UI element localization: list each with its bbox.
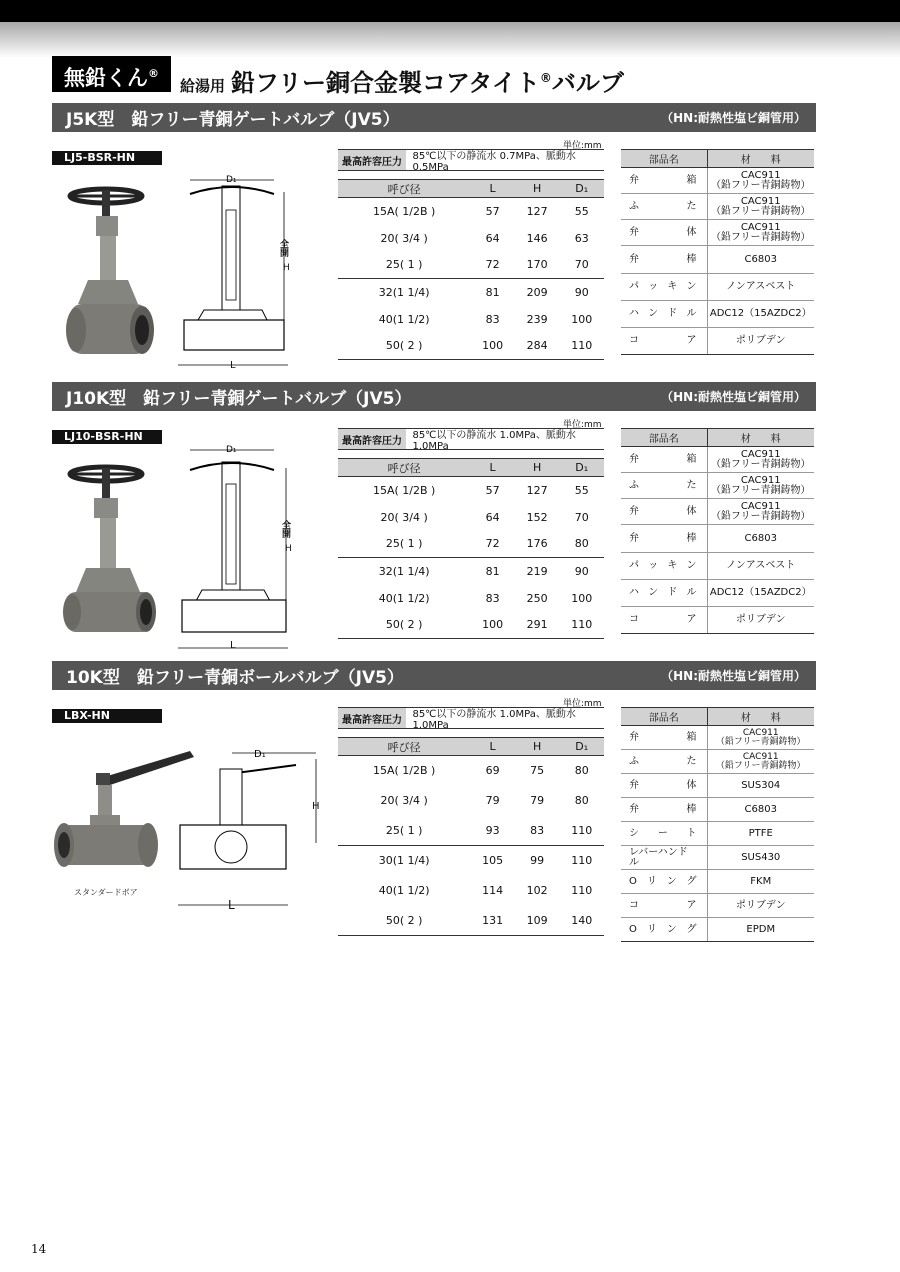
- title-suffix: バルブ: [551, 69, 624, 97]
- table-cell: 81: [470, 558, 515, 585]
- table-header-row: [338, 180, 604, 198]
- table-cell: FKM: [707, 870, 814, 894]
- gate-valve-drawing: [176, 440, 296, 655]
- model-label: LBX-HN: [52, 709, 162, 723]
- max-pressure-row: [338, 149, 604, 171]
- table-cell: 15A( 1/2B ): [372, 204, 436, 218]
- table-cell: 83: [485, 591, 500, 605]
- table-header-row: [621, 708, 814, 726]
- model-label: LJ5-BSR-HN: [52, 151, 162, 165]
- table-cell: 99: [515, 846, 560, 876]
- table-cell: 291: [515, 612, 560, 639]
- table-cell: 152: [526, 510, 548, 524]
- pressure-label: 最高許容圧力: [338, 429, 406, 449]
- dim-l-label: L: [228, 898, 235, 912]
- full-open-label: 全開: [280, 240, 290, 259]
- table-cell: ポリブデン: [707, 328, 814, 355]
- model-label: LJ10-BSR-HN: [52, 430, 162, 444]
- table-row: [338, 846, 604, 876]
- table-row: [621, 774, 814, 798]
- table-cell: 57: [485, 204, 500, 218]
- dimension-table: [338, 737, 604, 936]
- table-cell: 20( 3/4 ): [380, 510, 428, 524]
- pressure-label: 最高許容圧力: [338, 708, 406, 728]
- table-row: [338, 504, 604, 531]
- col-material: 材 料: [707, 429, 814, 447]
- table-row: [338, 585, 604, 612]
- table-cell: SUS304: [707, 774, 814, 798]
- table-cell: コア: [621, 328, 707, 355]
- table-cell: 弁体: [621, 499, 707, 525]
- table-row: [338, 906, 604, 936]
- page-title: [180, 62, 624, 102]
- ball-valve-drawing: [176, 745, 326, 920]
- table-row: [621, 168, 814, 194]
- table-row: [621, 553, 814, 580]
- table-row: [621, 220, 814, 246]
- table-cell: レバーハンドル: [621, 846, 707, 870]
- table-cell: 80: [574, 794, 589, 807]
- table-row: [621, 798, 814, 822]
- section-tag: （HN:耐熱性塩ビ銅管用）: [661, 111, 806, 125]
- table-cell: ポリブデン: [707, 894, 814, 918]
- table-cell: Oリング: [621, 918, 707, 942]
- table-row: [621, 274, 814, 301]
- table-cell: ふた: [621, 473, 707, 499]
- title-main: 鉛フリー銅合金製コアタイト: [231, 69, 540, 97]
- brand-name: 無鉛くん: [64, 66, 148, 90]
- table-row: [621, 846, 814, 870]
- table-cell: 弁箱: [621, 168, 707, 194]
- col-l: L: [470, 180, 515, 198]
- table-cell: 弁箱: [621, 726, 707, 750]
- table-cell: ADC12（15AZDC2）: [707, 301, 814, 328]
- table-cell: 55: [574, 204, 589, 218]
- gate-valve-photo: [62, 180, 162, 370]
- table-cell: 弁体: [621, 220, 707, 246]
- table-cell: 75: [530, 764, 545, 778]
- table-row: [621, 473, 814, 499]
- dimension-table: [338, 458, 604, 639]
- table-cell: EPDM: [707, 918, 814, 942]
- table-header-row: [338, 459, 604, 477]
- table-cell: 109: [515, 906, 560, 936]
- table-row: [621, 194, 814, 220]
- table-row: [621, 525, 814, 553]
- table-cell: 284: [515, 333, 560, 360]
- table-cell: C6803: [707, 525, 814, 553]
- table-header-row: [621, 429, 814, 447]
- table-row: [621, 870, 814, 894]
- table-row: [338, 225, 604, 252]
- table-cell: 55: [574, 483, 589, 497]
- table-cell: 90: [559, 558, 604, 585]
- table-cell: 25( 1 ): [385, 823, 423, 837]
- table-cell: 250: [526, 591, 548, 605]
- table-cell: 15A( 1/2B ): [372, 483, 436, 497]
- table-cell: CAC911 （鉛フリー青銅鋳物）: [707, 499, 814, 525]
- section-header-j10k: [52, 382, 816, 411]
- page-number: 14: [31, 1242, 47, 1256]
- dim-h-label: H: [285, 544, 292, 554]
- col-h: H: [515, 738, 560, 756]
- full-open-label: 全開: [282, 521, 292, 540]
- max-pressure-row: [338, 428, 604, 450]
- table-cell: C6803: [707, 798, 814, 822]
- table-cell: 20( 3/4 ): [380, 794, 428, 807]
- table-cell: C6803: [707, 246, 814, 274]
- pressure-value: 85℃以下の静流水 0.7MPa、脈動水 0.5MPa: [412, 151, 576, 173]
- table-cell: 50( 2 ): [338, 612, 470, 639]
- table-cell: 弁棒: [621, 246, 707, 274]
- col-size: 呼び径: [338, 180, 470, 198]
- table-cell: 弁体: [621, 774, 707, 798]
- table-row: [338, 756, 604, 786]
- table-cell: ふた: [621, 750, 707, 774]
- table-cell: CAC911 （鉛フリー青銅鋳物）: [707, 750, 814, 774]
- table-cell: 81: [470, 279, 515, 306]
- table-cell: 110: [559, 333, 604, 360]
- table-cell: 127: [526, 483, 548, 497]
- gate-valve-drawing: [176, 170, 296, 370]
- table-cell: 79: [485, 794, 500, 807]
- table-cell: PTFE: [707, 822, 814, 846]
- table-cell: 100: [470, 333, 515, 360]
- table-cell: 219: [515, 558, 560, 585]
- parts-table: [621, 428, 814, 634]
- dim-d1-label: D₁: [226, 175, 237, 185]
- table-cell: 40(1 1/2): [378, 884, 430, 897]
- table-cell: 63: [574, 231, 589, 245]
- table-cell: 110: [571, 884, 593, 897]
- photo-caption: スタンダードボア: [74, 888, 138, 897]
- table-cell: シート: [621, 822, 707, 846]
- unit-label: 単位:mm: [563, 420, 602, 430]
- table-cell: CAC911 （鉛フリー青銅鋳物）: [707, 194, 814, 220]
- table-cell: 209: [515, 279, 560, 306]
- table-row: [621, 246, 814, 274]
- col-l: L: [470, 738, 515, 756]
- table-cell: 50( 2 ): [338, 906, 470, 936]
- col-part-name: 部品名: [621, 150, 707, 168]
- table-cell: ADC12（15AZDC2）: [707, 580, 814, 607]
- table-row: [338, 816, 604, 846]
- top-gradient-band: [0, 22, 900, 58]
- table-row: [621, 447, 814, 473]
- table-cell: 140: [559, 906, 604, 936]
- pressure-value: 85℃以下の静流水 1.0MPa、脈動水 1.0MPa: [412, 430, 576, 452]
- table-cell: 72: [485, 537, 500, 551]
- table-cell: 32(1 1/4): [338, 279, 470, 306]
- pressure-label: 最高許容圧力: [338, 150, 406, 170]
- table-row: [338, 252, 604, 279]
- col-l: L: [470, 459, 515, 477]
- table-row: [621, 607, 814, 634]
- col-part-name: 部品名: [621, 429, 707, 447]
- col-h: H: [515, 459, 560, 477]
- col-material: 材 料: [707, 150, 814, 168]
- table-cell: ポリブデン: [707, 607, 814, 634]
- section-header-j5k: [52, 103, 816, 132]
- table-row: [338, 876, 604, 906]
- table-cell: 80: [574, 764, 589, 778]
- parts-table: [621, 149, 814, 355]
- table-cell: 239: [526, 312, 548, 326]
- table-cell: CAC911 （鉛フリー青銅鋳物）: [707, 473, 814, 499]
- col-h: H: [515, 180, 560, 198]
- table-row: [338, 333, 604, 360]
- dim-d1-label: D₁: [254, 749, 266, 760]
- table-cell: 69: [485, 764, 500, 778]
- table-cell: 25( 1 ): [385, 258, 423, 272]
- table-cell: 176: [526, 537, 548, 551]
- table-cell: ふた: [621, 194, 707, 220]
- table-row: [621, 750, 814, 774]
- table-cell: CAC911 （鉛フリー青銅鋳物）: [707, 447, 814, 473]
- table-cell: 127: [526, 204, 548, 218]
- unit-label: 単位:mm: [563, 141, 602, 151]
- table-cell: 83: [530, 823, 545, 837]
- table-cell: 100: [571, 591, 593, 605]
- dim-l-label: L: [230, 640, 236, 651]
- table-cell: 40(1 1/2): [378, 591, 430, 605]
- table-cell: 57: [485, 483, 500, 497]
- max-pressure-row: [338, 707, 604, 729]
- table-cell: 弁箱: [621, 447, 707, 473]
- table-row: [621, 822, 814, 846]
- table-cell: 83: [485, 312, 500, 326]
- table-row: [338, 279, 604, 306]
- section-header-10k-ball: [52, 661, 816, 690]
- table-row: [338, 477, 604, 504]
- table-cell: 93: [485, 823, 500, 837]
- pressure-value: 85℃以下の静流水 1.0MPa、脈動水 1.0MPa: [412, 709, 576, 731]
- table-row: [621, 918, 814, 942]
- table-cell: ノンアスベスト: [707, 553, 814, 580]
- section-title: 10K型 鉛フリー青銅ボールバルブ（JV5）: [66, 668, 404, 688]
- table-cell: 70: [574, 258, 589, 272]
- table-cell: 70: [574, 510, 589, 524]
- title-registered-mark: ®: [539, 71, 552, 85]
- table-cell: 72: [485, 258, 500, 272]
- table-cell: ノンアスベスト: [707, 274, 814, 301]
- table-cell: 40(1 1/2): [378, 312, 430, 326]
- table-row: [621, 726, 814, 750]
- table-row: [338, 531, 604, 558]
- table-cell: 105: [470, 846, 515, 876]
- table-cell: 100: [470, 612, 515, 639]
- section-tag: （HN:耐熱性塩ビ銅管用）: [661, 390, 806, 404]
- table-cell: 110: [559, 612, 604, 639]
- table-cell: 25( 1 ): [385, 537, 423, 551]
- table-cell: CAC911 （鉛フリー青銅鋳物）: [707, 726, 814, 750]
- col-part-name: 部品名: [621, 708, 707, 726]
- section-title: J10K型 鉛フリー青銅ゲートバルブ（JV5）: [66, 389, 412, 409]
- title-prefix: 給湯用: [180, 77, 226, 95]
- table-row: [621, 580, 814, 607]
- table-header-row: [621, 150, 814, 168]
- table-row: [621, 328, 814, 355]
- table-cell: 弁棒: [621, 798, 707, 822]
- table-cell: 110: [571, 823, 593, 837]
- dim-d1-label: D₁: [226, 445, 237, 455]
- table-cell: 64: [485, 231, 500, 245]
- table-row: [338, 198, 604, 225]
- col-d1: D₁: [559, 459, 604, 477]
- brand-badge: [52, 56, 171, 92]
- table-cell: 50( 2 ): [338, 333, 470, 360]
- table-cell: CAC911 （鉛フリー青銅鋳物）: [707, 168, 814, 194]
- table-row: [338, 558, 604, 585]
- table-header-row: [338, 738, 604, 756]
- table-cell: 102: [526, 884, 548, 897]
- table-cell: 90: [559, 279, 604, 306]
- dimension-table: [338, 179, 604, 360]
- table-row: [621, 894, 814, 918]
- section-title: J5K型 鉛フリー青銅ゲートバルブ（JV5）: [66, 110, 400, 130]
- parts-table: [621, 707, 814, 942]
- table-cell: コア: [621, 894, 707, 918]
- table-cell: 146: [526, 231, 548, 245]
- table-cell: 64: [485, 510, 500, 524]
- table-cell: 170: [526, 258, 548, 272]
- table-cell: 131: [470, 906, 515, 936]
- col-size: 呼び径: [338, 738, 470, 756]
- table-cell: 80: [574, 537, 589, 551]
- unit-label: 単位:mm: [563, 699, 602, 709]
- table-cell: 114: [482, 884, 504, 897]
- table-cell: ハンドル: [621, 580, 707, 607]
- col-material: 材 料: [707, 708, 814, 726]
- col-d1: D₁: [559, 180, 604, 198]
- table-row: [338, 612, 604, 639]
- table-cell: パッキン: [621, 553, 707, 580]
- dim-h-label: H: [312, 801, 320, 812]
- col-d1: D₁: [559, 738, 604, 756]
- table-cell: 110: [559, 846, 604, 876]
- table-cell: 79: [530, 794, 545, 807]
- top-black-band: [0, 0, 900, 22]
- brand-registered-mark: ®: [148, 67, 159, 80]
- table-cell: ハンドル: [621, 301, 707, 328]
- col-size: 呼び径: [338, 459, 470, 477]
- table-row: [621, 499, 814, 525]
- table-cell: CAC911 （鉛フリー青銅鋳物）: [707, 220, 814, 246]
- gate-valve-photo: [62, 458, 162, 648]
- table-cell: コア: [621, 607, 707, 634]
- dim-l-label: L: [230, 360, 236, 371]
- table-cell: 30(1 1/4): [338, 846, 470, 876]
- table-cell: 32(1 1/4): [338, 558, 470, 585]
- table-cell: SUS430: [707, 846, 814, 870]
- table-cell: 15A( 1/2B ): [372, 764, 436, 778]
- section-tag: （HN:耐熱性塩ビ銅管用）: [661, 669, 806, 683]
- table-cell: 20( 3/4 ): [380, 231, 428, 245]
- table-row: [338, 786, 604, 816]
- table-row: [621, 301, 814, 328]
- table-cell: 100: [571, 312, 593, 326]
- dim-h-label: H: [283, 263, 290, 273]
- table-cell: パッキン: [621, 274, 707, 301]
- table-cell: 弁棒: [621, 525, 707, 553]
- table-cell: Oリング: [621, 870, 707, 894]
- table-row: [338, 306, 604, 333]
